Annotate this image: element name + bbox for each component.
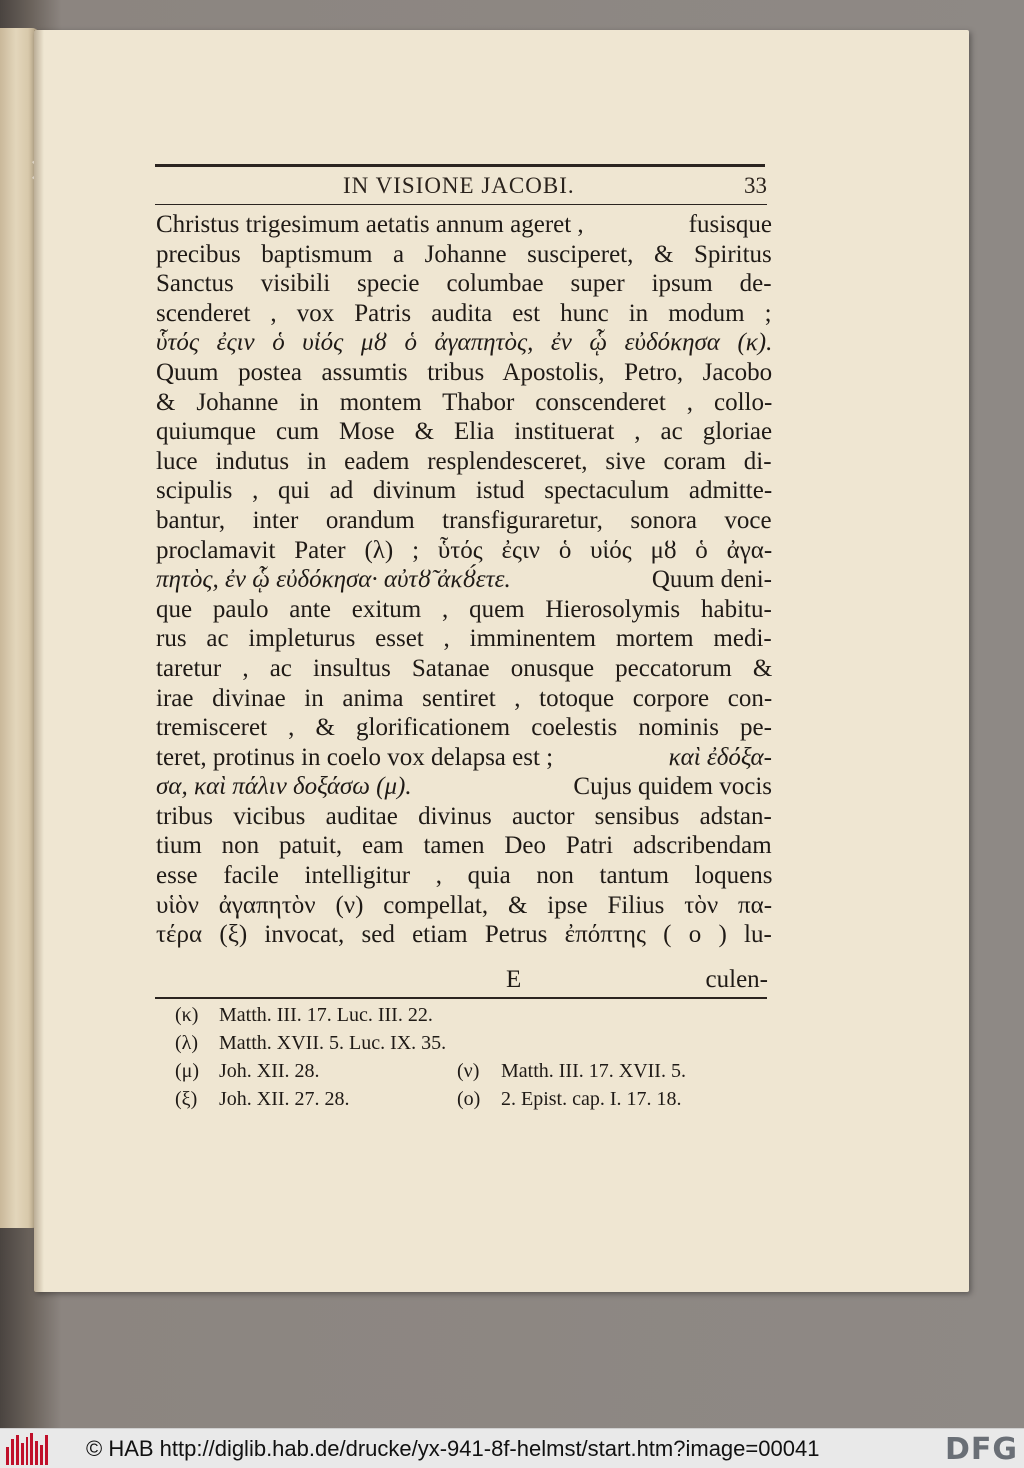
- body-text: [156, 210, 772, 950]
- text-segment: & Johanne in montem Thabor conscenderet , collo-: [156, 388, 773, 416]
- footnote: [457, 1088, 682, 1111]
- catch-line: [156, 966, 768, 996]
- text-line: [156, 269, 772, 299]
- text-line: [156, 240, 772, 270]
- text-line: [156, 624, 772, 654]
- text-segment: tium non patuit, eam tamen Deo Patri adscribendam: [156, 832, 772, 860]
- footnote-text: Joh. XII. 27. 28.: [219, 1088, 350, 1110]
- footnote-row: [175, 1004, 765, 1032]
- footnote-mark: (ν): [457, 1060, 480, 1082]
- signature-mark: E: [506, 966, 522, 993]
- text-line: [156, 417, 772, 447]
- hab-logo-icon: [6, 1433, 48, 1465]
- footnote-mark: (ξ): [175, 1088, 198, 1110]
- footnote-text: Matth. XVII. 5. Luc. IX. 35.: [219, 1032, 447, 1054]
- text-segment: Cujus quidem vocis: [573, 773, 772, 801]
- text-line: [156, 772, 772, 802]
- text-line: [156, 802, 772, 832]
- top-rule: [155, 164, 765, 167]
- text-segment: ὗτός ἐςιν ὁ υἱός μȣ ὁ ἀγαπητὸς, ἐν ᾧ εὐδόκησα (κ).: [156, 329, 773, 357]
- text-segment: Quum postea assumtis tribus Apostolis, Petro, Jacobo: [156, 358, 773, 386]
- text-segment: τέρα (ξ) invocat, sed etiam Petrus ἐπόπτης ( ο ) lu-: [156, 921, 772, 949]
- text-segment: irae divinae in anima sentiret , totoque corpore con-: [156, 684, 773, 712]
- text-segment: tremisceret , & glorificationem coelestis nominis pe-: [156, 714, 772, 742]
- dfg-logo-icon: DFG: [944, 1432, 1018, 1467]
- text-line: [156, 831, 772, 861]
- text-line: [156, 358, 772, 388]
- footnote-text: Joh. XII. 28.: [219, 1060, 320, 1082]
- text-line: [156, 565, 772, 595]
- footnote-row: [175, 1032, 765, 1060]
- running-title: IN VISIONE JACOBI.: [343, 173, 575, 198]
- footnotes: [175, 1004, 765, 1116]
- text-segment: scenderet , vox Patris audita est hunc in modum ;: [156, 299, 772, 327]
- text-segment: luce indutus in eadem resplendesceret, sive coram di-: [156, 447, 772, 475]
- footnote-row: [175, 1060, 765, 1088]
- text-segment: καὶ ἐδόξα-: [668, 743, 772, 771]
- text-line: [156, 595, 772, 625]
- text-segment: teret, protinus in coelo vox delapsa est ;: [156, 743, 554, 771]
- running-header: [155, 171, 767, 205]
- footnote: [175, 1088, 350, 1111]
- text-segment: πητὸς, ἐν ᾧ εὐδόκησα· αὐτȣ̃ ἀκȣ́ετε.: [156, 566, 511, 594]
- catchword: culen-: [705, 966, 768, 993]
- text-line: [156, 299, 772, 329]
- text-segment: quiumque cum Mose & Elia instituerat , ac gloriae: [156, 418, 773, 446]
- text-line: [156, 654, 772, 684]
- text-segment: esse facile intelligitur , quia non tantum loquens: [156, 862, 773, 890]
- text-segment: proclamavit Pater (λ) ; ὗτός ἐςιν ὁ υἱός μȣ ὁ ἀγα-: [156, 536, 773, 564]
- text-segment: σα, καὶ πάλιν δοξάσω (μ).: [156, 773, 412, 801]
- footer-link[interactable]: © HAB http://diglib.hab.de/drucke/yx-941-8f-helmst/start.htm?image=00041: [86, 1436, 820, 1461]
- text-segment: rus ac impleturus esset , imminentem mortem medi-: [156, 625, 772, 653]
- page-number: 33: [744, 173, 767, 198]
- text-line: [156, 536, 772, 566]
- text-segment: Christus trigesimum aetatis annum ageret ,: [156, 211, 584, 238]
- page-gutter-shadow: [34, 30, 44, 1292]
- text-segment: precibus baptismum a Johanne susciperet, & Spiritus: [156, 240, 772, 268]
- text-segment: Quum deni-: [651, 566, 772, 594]
- footnote-text: Matth. III. 17. Luc. III. 22.: [219, 1004, 433, 1026]
- text-line: [156, 447, 772, 477]
- text-line: [156, 743, 772, 773]
- text-line: [156, 506, 772, 536]
- text-line: [156, 210, 772, 240]
- text-segment: υἱὸν ἀγαπητὸν (ν) compellat, & ipse Filius τὸν πα-: [156, 891, 773, 919]
- text-line: [156, 920, 772, 950]
- text-line: [156, 684, 772, 714]
- text-segment: tribus vicibus auditae divinus auctor sensibus adstan-: [156, 802, 772, 830]
- footnote-rule: [155, 997, 767, 999]
- footnote-mark: (μ): [175, 1060, 200, 1082]
- text-line: [156, 713, 772, 743]
- footnote-mark: (κ): [175, 1004, 199, 1026]
- text-segment: Sanctus visibili specie columbae super ipsum de-: [156, 270, 772, 298]
- text-line: [156, 388, 772, 418]
- text-line: [156, 476, 772, 506]
- viewer-footer: [0, 1428, 1024, 1468]
- text-line: [156, 861, 772, 891]
- footnote: [175, 1004, 433, 1027]
- footnote: [175, 1060, 320, 1083]
- text-segment: fusisque: [688, 211, 772, 238]
- text-segment: scipulis , qui ad divinum istud spectaculum admitte-: [156, 477, 773, 505]
- footnote-text: 2. Epist. cap. I. 17. 18.: [501, 1088, 682, 1110]
- text-segment: taretur , ac insultus Satanae onusque peccatorum &: [156, 654, 773, 682]
- footnote: [175, 1032, 446, 1055]
- text-segment: que paulo ante exitum , quem Hierosolymis habitu-: [156, 595, 772, 623]
- text-segment: bantur, inter orandum transfiguraretur, sonora voce: [156, 506, 772, 534]
- text-line: [156, 328, 772, 358]
- header-rule: [155, 204, 767, 205]
- footnote-mark: (ο): [457, 1088, 481, 1110]
- footnote: [457, 1060, 686, 1083]
- footnote-row: [175, 1088, 765, 1116]
- text-line: [156, 891, 772, 921]
- footnote-text: Matth. III. 17. XVII. 5.: [501, 1060, 686, 1082]
- footnote-mark: (λ): [175, 1032, 199, 1054]
